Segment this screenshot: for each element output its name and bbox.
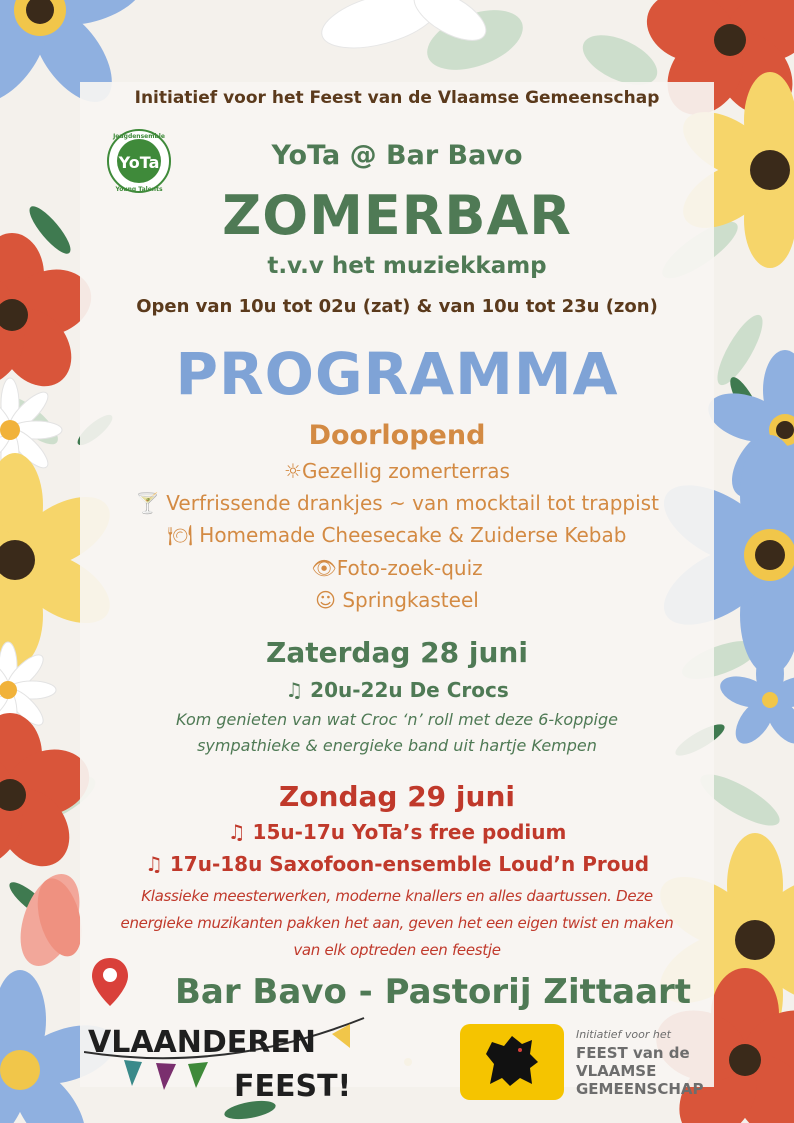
vf-line1: VLAANDEREN: [88, 1025, 316, 1060]
opening-hours: Open van 10u tot 02u (zat) & van 10u tot 23u (zon): [136, 296, 658, 317]
zaterdag-description-line: sympathieke & energieke band uit hartje Kempen: [197, 736, 597, 755]
logo-text-top: Jeugdensemble: [113, 133, 165, 140]
vg-line: FEEST van de: [576, 1044, 690, 1062]
venue-line: YoTa @ Bar Bavo: [271, 140, 523, 171]
vlaamse-gemeenschap-logo: [576, 1028, 776, 1098]
vg-small-line: Initiatief voor het: [576, 1028, 671, 1041]
doorlopend-item: 🍸 Verfrissende drankjes ~ van mocktail tot trappist: [135, 491, 659, 515]
logo-letters: YoTa: [118, 153, 160, 172]
zaterdag-description-line: Kom genieten van wat Croc ‘n’ roll met deze 6-koppige: [176, 710, 618, 729]
vlaanderen-feest-logo: [84, 1016, 384, 1116]
purpose-line: t.v.v het muziekkamp: [267, 253, 547, 279]
main-title: ZOMERBAR: [222, 184, 572, 247]
vg-line: GEMEENSCHAP: [576, 1080, 704, 1098]
doorlopend-item: ☺ Springkasteel: [315, 588, 479, 612]
vg-line: VLAAMSE: [576, 1062, 657, 1080]
doorlopend-item: 🍽 Homemade Cheesecake & Zuiderse Kebab: [167, 523, 627, 547]
doorlopend-heading: Doorlopend: [308, 420, 486, 451]
zaterdag-heading: Zaterdag 28 juni: [266, 636, 528, 669]
flemish-lion-flag-icon: [460, 1024, 564, 1100]
zondag-description-line: energieke muzikanten pakken het aan, geven het een eigen twist en maken: [120, 914, 674, 932]
zaterdag-act: ♫ 20u-22u De Crocs: [285, 678, 509, 702]
location-text: Bar Bavo - Pastorij Zittaart: [174, 972, 692, 1012]
initiative-header: Initiatief voor het Feest van de Vlaamse Gemeenschap: [134, 88, 660, 108]
vf-line2: FEEST!: [234, 1069, 352, 1104]
zondag-act: ♫ 17u-18u Saxofoon-ensemble Loud’n Proud: [144, 852, 650, 876]
zondag-act: ♫ 15u-17u YoTa’s free podium: [227, 820, 567, 844]
doorlopend-item: ☼Gezellig zomerterras: [284, 459, 510, 483]
zondag-description-line: van elk optreden een feestje: [293, 941, 501, 959]
doorlopend-item: 👁Foto-zoek-quiz: [311, 556, 483, 580]
zondag-description-line: Klassieke meesterwerken, moderne knallers en alles daartussen. Deze: [141, 887, 653, 905]
programma-heading: PROGRAMMA: [175, 340, 619, 408]
logo-text-bottom: Young Talents: [115, 186, 163, 193]
zondag-heading: Zondag 29 juni: [279, 780, 515, 813]
